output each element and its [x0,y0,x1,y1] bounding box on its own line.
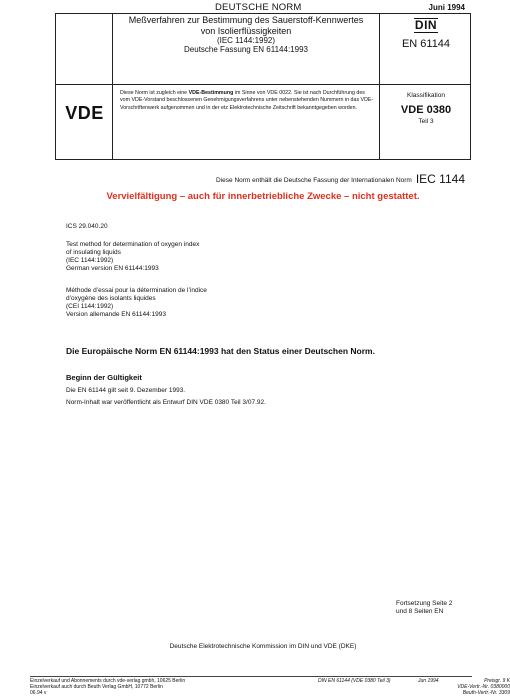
footer-beuth-number: Beuth-Vertr.-Nr. 3309 [462,689,510,696]
reproduction-warning: Vervielfältigung – auch für innerbetriebliche Zwecke – nicht gestattet. [106,191,420,202]
validity-heading: Beginn der Gültigkeit [66,373,142,382]
din-standard-number: EN 61144 [401,38,451,50]
international-norm-line [216,172,465,186]
french-title-line: d’oxygène des isolants liquides [66,295,156,302]
vde-part: Teil 3 [418,118,434,125]
english-title-line: German version EN 61144:1993 [66,265,159,272]
notice-text-start: Diese Norm ist zugleich eine [120,90,189,96]
title-line-2: von Isolierflüssigkeiten [200,25,292,36]
title-line-3: (IEC 1144:1992) [216,36,276,45]
vde-notice [120,90,376,112]
notice-text-bold: VDE-Bestimmung [188,90,234,96]
frame-divider-right [379,14,380,159]
document-type-header: DEUTSCHE NORM [215,2,302,13]
english-title-line: of insulating liquids [66,249,121,256]
vde-logo-text: VDE [65,103,104,123]
ics-code: ICS 29.040.20 [66,223,108,230]
french-title-line: (CEI 1144:1992) [66,303,114,310]
footer-standard-ref: DIN EN 61144 (VDE 0380 Teil 3) [318,678,391,684]
validity-date: Die EN 61144 gilt seit 9. Dezember 1993. [66,387,186,394]
publication-date: Juni 1994 [428,3,465,12]
frame-divider-horizontal [56,84,470,85]
notice-text-end: im Sinne von VDE 0022. Sie ist nach Durchführung des vom VDE-Vorstand beschlossenen Genehmigungsverfahrens unter nebenstehenden Nummern in das VDE-Vorschriftenwerk aufgenommen und in der etz Elektrotechnische Zeitschrift bekanntgegeben worden. [120,90,374,111]
title-line-1: Meßverfahren zur Bestimmung des Sauerstoff-Kennwertes [128,15,364,25]
english-title-line: (IEC 1144:1992) [66,257,114,264]
footer-price-group: Preisgr. 9 K [484,678,510,684]
french-title-line: Méthode d’essai pour la détermination de l’indice [66,287,207,294]
footer-rule [30,676,472,677]
norm-line-text: Diese Norm enthält die Deutsche Fassung der Internationalen Norm [216,177,412,184]
french-title-line: Version allemande EN 61144:1993 [66,311,166,318]
french-title-block [66,287,207,319]
footer-vde-number: VDE-Vertr.-Nr. 0380000 [457,683,510,690]
iec-number: IEC 1144 [415,172,465,186]
footer-left-line: Einzelverkauf und Abonnements durch vde-verlag gmbh, 10625 Berlin [30,678,186,684]
draft-reference: Norm-Inhalt war veröffentlicht als Entwurf DIN VDE 0380 Teil 3/07.92. [66,399,266,406]
commission-name: Deutsche Elektrotechnische Kommission im DIN und VDE (DKE) [169,643,357,650]
continuation-line: und 8 Seiten EN [396,608,444,615]
english-title-block [66,241,199,273]
status-statement: Die Europäische Norm EN 61144:1993 hat den Status einer Deutschen Norm. [66,346,375,356]
footer-month: Jun 1994 [418,678,439,684]
din-logo: DIN [414,18,438,32]
footer-left-line: 06.94 v [30,689,47,696]
footer-left [30,679,185,696]
footer-left-line: Einzelverkauf auch durch Beuth Verlag GmbH, 10772 Berlin [30,683,163,690]
classification-label: Klassifikation [407,92,445,99]
english-title-line: Test method for determination of oxygen index [66,241,200,248]
vde-logo [60,100,109,126]
standard-title [113,15,379,54]
continuation-line: Fortsetzung Seite 2 [396,600,453,607]
title-line-4: Deutsche Fassung EN 61144:1993 [184,45,308,54]
vde-classification-number: VDE 0380 [400,104,452,116]
continuation-note [396,600,452,616]
title-frame [55,13,471,160]
footer-right [318,679,510,696]
